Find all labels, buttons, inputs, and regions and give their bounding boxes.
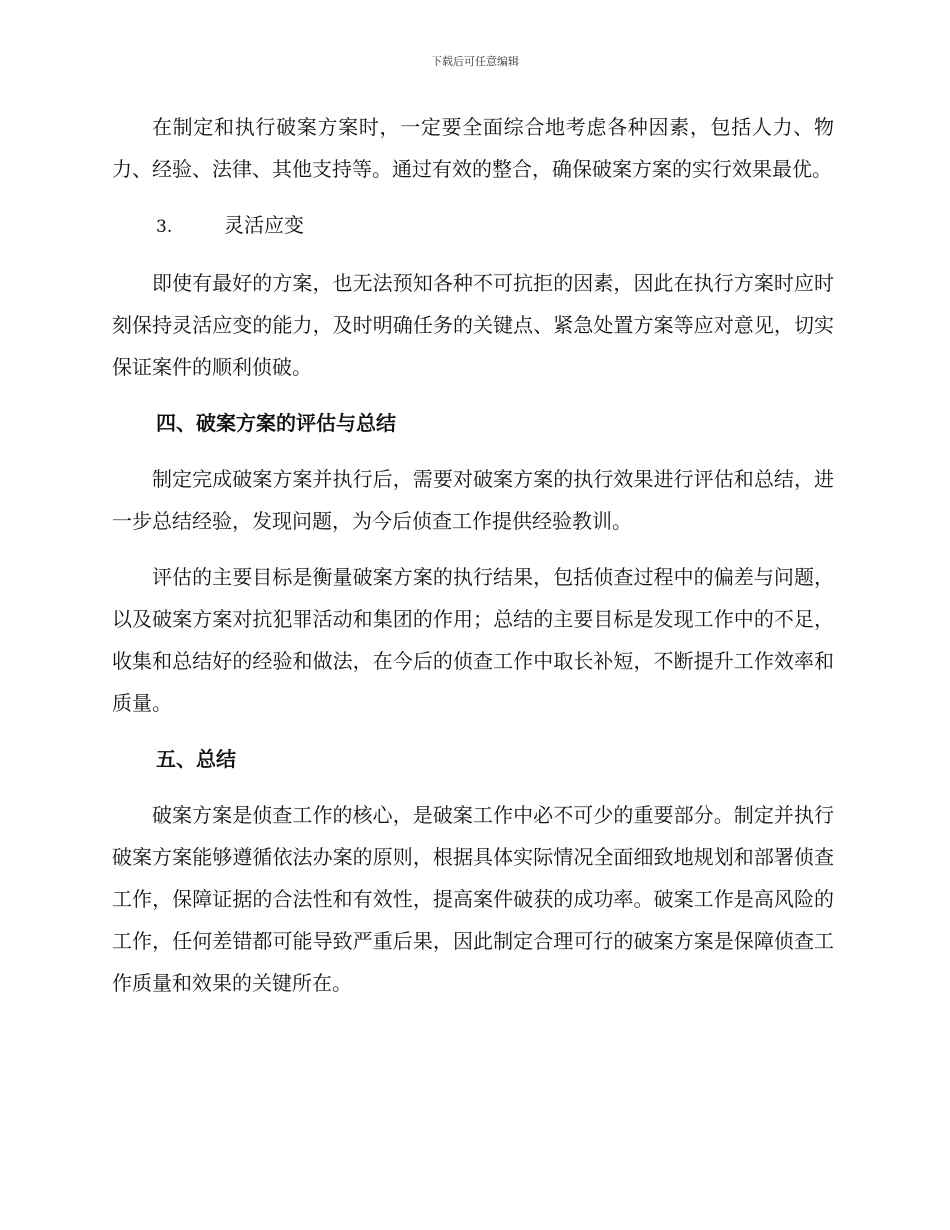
- document-body: [112, 106, 834, 1018]
- page-header-note: 下载后可任意编辑: [431, 55, 519, 68]
- list-item-title: 灵活应变: [224, 213, 304, 237]
- list-item-heading: [112, 204, 834, 248]
- paragraph-evaluation-intro: 制定完成破案方案并执行后，需要对破案方案的执行效果进行评估和总结，进一步总结经验，发现问题，为今后侦查工作提供经验教训。: [112, 467, 834, 533]
- paragraph-evaluation-goals: 评估的主要目标是衡量破案方案的执行结果，包括侦查过程中的偏差与问题，以及破案方案对抗犯罪活动和集团的作用；总结的主要目标是发现工作中的不足，收集和总结好的经验和做法，在今后的侦查工作中取长补短，不断提升工作效率和质量。: [112, 565, 834, 715]
- section-heading-summary: 五、总结: [156, 747, 236, 771]
- section-heading-evaluation: 四、破案方案的评估与总结: [156, 411, 396, 435]
- paragraph-flexibility: 即使有最好的方案，也无法预知各种不可抗拒的因素，因此在执行方案时应时刻保持灵活应变的能力，及时明确任务的关键点、紧急处置方案等应对意见，切实保证案件的顺利侦破。: [112, 271, 834, 379]
- paragraph-summary: 破案方案是侦查工作的核心，是破案工作中必不可少的重要部分。制定并执行破案方案能够遵循依法办案的原则，根据具体实际情况全面细致地规划和部署侦查工作，保障证据的合法性和有效性，提高案件破获的成功率。破案工作是高风险的工作，任何差错都可能导致严重后果，因此制定合理可行的破案方案是保障侦查工作质量和效果的关键所在。: [112, 803, 834, 995]
- list-item-number: 3.: [156, 217, 173, 237]
- paragraph-integration: 在制定和执行破案方案时，一定要全面综合地考虑各种因素，包括人力、物力、经验、法律、其他支持等。通过有效的整合，确保破案方案的实行效果最优。: [112, 115, 834, 181]
